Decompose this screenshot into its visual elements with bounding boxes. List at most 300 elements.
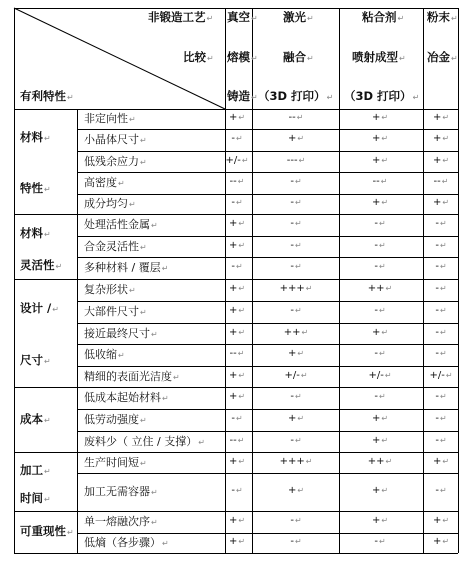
rating-cell: [229, 306, 245, 316]
rating-cell: [435, 241, 446, 251]
return-mark: ↵: [294, 537, 302, 546]
rating-cell-text: -: [435, 413, 439, 424]
row-label: [84, 306, 147, 317]
return-mark: ↵: [294, 306, 302, 315]
return-mark: ↵: [378, 219, 386, 228]
rating-cell-text: --: [229, 348, 237, 359]
rating-cell: [372, 328, 388, 338]
group-label: [20, 180, 51, 195]
return-mark: ↵: [151, 518, 158, 527]
return-mark: ↵: [238, 306, 246, 315]
rating-cell: [372, 486, 388, 496]
group-label-text: 设计 /: [20, 300, 52, 315]
rating-cell-text: -: [374, 261, 378, 272]
return-mark: ↵: [439, 327, 447, 337]
column-header-4-line2-text: 冶金: [427, 50, 450, 64]
rating-cell-text: -: [290, 176, 294, 187]
rating-cell: [229, 457, 245, 467]
rating-cell: [288, 134, 304, 144]
rating-cell-text: -: [435, 434, 439, 446]
column-header-1-line1-text: 真空: [227, 10, 250, 24]
return-mark: ↵: [381, 113, 389, 122]
group-label-text: 时间: [20, 491, 43, 506]
return-mark: ↵: [140, 308, 147, 317]
return-mark: ↵: [385, 456, 393, 466]
rating-cell: [368, 284, 392, 294]
rating-cell: [290, 262, 301, 272]
rating-cell: [290, 177, 301, 187]
return-mark: ↵: [439, 414, 447, 423]
rating-cell: [372, 156, 388, 166]
header-property-label-text: 有利特性: [20, 89, 66, 103]
group-label: [20, 132, 51, 144]
return-mark: ↵: [52, 304, 59, 314]
row-label-text: 高密度: [84, 176, 117, 189]
return-mark: ↵: [129, 286, 136, 295]
rating-cell-text: -: [231, 197, 235, 208]
rating-cell: [433, 537, 449, 547]
rating-cell: [435, 284, 446, 294]
row-label: [84, 516, 158, 527]
return-mark: ↵: [294, 240, 302, 250]
rating-cell-text: -: [374, 239, 378, 251]
rating-cell: [435, 349, 446, 359]
rating-cell-text: -: [435, 305, 439, 316]
return-mark: ↵: [378, 392, 386, 401]
return-mark: ↵: [235, 198, 243, 207]
column-header-2-line1: [283, 12, 314, 24]
rating-cell-text: +/-: [225, 154, 241, 166]
row-label: [84, 486, 158, 497]
rating-cell: [374, 392, 385, 402]
return-mark: ↵: [173, 372, 180, 382]
return-mark: ↵: [241, 155, 249, 165]
return-mark: ↵: [237, 177, 245, 186]
return-mark: ↵: [238, 537, 246, 546]
row-label: [84, 113, 136, 124]
return-mark: ↵: [378, 306, 386, 315]
rating-cell-text: ---: [286, 154, 298, 166]
rating-cell-text: --: [229, 434, 237, 446]
group-label-text: 灵活性: [20, 257, 55, 272]
column-header-2-line3-text: （3D 打印）: [258, 89, 326, 103]
rating-cell-text: -: [435, 261, 439, 272]
return-mark: ↵: [238, 392, 246, 401]
row-label: [84, 414, 147, 425]
column-header-2-line3: [258, 91, 333, 103]
rating-cell-text: -: [374, 348, 378, 359]
return-mark: ↵: [44, 356, 51, 366]
rating-cell-text: -: [290, 305, 294, 316]
return-mark: ↵: [297, 414, 305, 423]
group-label-text: 可重现性: [20, 524, 66, 538]
column-header-1-line3: [227, 91, 258, 103]
return-mark: ↵: [442, 134, 450, 143]
rating-cell: [433, 134, 449, 144]
column-header-3-line1: [362, 12, 404, 24]
rating-cell-text: +: [432, 536, 442, 547]
return-mark: ↵: [140, 242, 147, 252]
rating-cell-text: -: [374, 536, 378, 547]
rating-cell: [435, 328, 446, 338]
return-mark: ↵: [442, 516, 450, 525]
rating-cell: [229, 219, 245, 229]
return-mark: ↵: [238, 327, 246, 337]
return-mark: ↵: [118, 351, 125, 360]
group-label: [20, 411, 51, 426]
return-mark: ↵: [439, 240, 447, 250]
rating-cell-text: +: [228, 112, 238, 123]
return-mark: ↵: [294, 177, 302, 186]
rating-cell-text: +: [228, 218, 238, 229]
rating-cell: [435, 436, 446, 446]
return-mark: ↵: [294, 262, 302, 271]
rating-cell-text: --: [229, 176, 237, 187]
rating-cell-text: +: [228, 326, 238, 338]
row-label-text: 复杂形状: [84, 283, 128, 296]
row-label-text: 处理活性金属: [84, 218, 150, 231]
rating-cell: [290, 436, 301, 446]
return-mark: ↵: [207, 54, 214, 63]
rating-cell: [229, 328, 245, 338]
return-mark: ↵: [206, 14, 214, 23]
rating-cell: [374, 537, 385, 547]
rating-cell: [229, 537, 245, 547]
rating-cell: [374, 349, 385, 359]
return-mark: ↵: [198, 437, 205, 447]
row-label-text: 低熵（各步骤）: [84, 536, 161, 549]
return-mark: ↵: [381, 486, 389, 495]
rating-cell-text: -: [290, 218, 294, 229]
rating-cell-text: -: [290, 261, 294, 272]
rating-cell: [229, 284, 245, 294]
return-mark: ↵: [237, 349, 245, 358]
rating-cell-text: +: [371, 197, 381, 208]
rating-cell: [374, 306, 385, 316]
return-mark: ↵: [238, 284, 246, 293]
return-mark: ↵: [235, 134, 243, 143]
row-label: [84, 219, 158, 230]
row-label-text: 加工无需容器: [84, 485, 150, 498]
rating-cell: [231, 134, 242, 144]
rating-cell-text: +++: [279, 283, 305, 294]
row-label: [84, 198, 136, 209]
rating-cell-text: +/-: [429, 369, 445, 381]
rating-cell: [372, 134, 388, 144]
rating-cell-text: -: [374, 305, 378, 316]
return-mark: ↵: [441, 177, 449, 186]
group-label-text: 尺寸: [20, 352, 43, 367]
return-mark: ↵: [381, 134, 389, 143]
rating-cell: [229, 371, 245, 381]
rating-cell-text: -: [435, 283, 439, 294]
rating-cell-text: +: [228, 305, 238, 316]
return-mark: ↵: [442, 113, 450, 122]
column-header-3-line2: [352, 52, 406, 64]
return-mark: ↵: [44, 495, 51, 505]
rating-cell: [429, 371, 452, 381]
column-header-1-line2-text: 熔模: [227, 50, 250, 64]
column-header-3-line1-text: 粘合剂: [362, 10, 397, 24]
row-label: [84, 436, 205, 447]
return-mark: ↵: [294, 435, 302, 445]
rating-cell-text: -: [290, 391, 294, 402]
return-mark: ↵: [326, 93, 334, 102]
column-header-4-line1-text: 粉末: [427, 10, 450, 24]
rating-cell-text: +: [432, 455, 442, 467]
column-header-4-line1: [427, 12, 458, 24]
rating-cell-text: -: [435, 348, 439, 359]
return-mark: ↵: [55, 261, 63, 271]
rating-cell: [229, 241, 245, 251]
return-mark: ↵: [235, 414, 243, 423]
column-header-3-line3: [344, 91, 419, 103]
return-mark: ↵: [129, 115, 136, 124]
rating-cell-text: ++: [283, 326, 301, 338]
column-header-3-line3-text: （3D 打印）: [344, 89, 412, 103]
return-mark: ↵: [251, 14, 258, 23]
return-mark: ↵: [384, 370, 392, 380]
row-label: [84, 241, 147, 252]
return-mark: ↵: [305, 284, 313, 293]
row-label: [84, 537, 169, 548]
rating-cell: [290, 198, 301, 208]
return-mark: ↵: [378, 349, 386, 358]
row-label: [84, 349, 125, 360]
return-mark: ↵: [300, 370, 308, 380]
rating-cell: [433, 113, 449, 123]
return-mark: ↵: [151, 221, 158, 230]
return-mark: ↵: [161, 264, 169, 273]
rating-cell: [290, 537, 301, 547]
group-label-text: 加工: [20, 462, 43, 477]
return-mark: ↵: [238, 240, 246, 250]
rating-cell: [373, 177, 388, 187]
rating-cell: [230, 349, 245, 359]
header-property-label: [20, 91, 74, 103]
return-mark: ↵: [237, 435, 245, 445]
row-label-text: 多种材料 / 覆层: [84, 261, 161, 274]
return-mark: ↵: [140, 136, 147, 145]
group-label-text: 材料: [20, 130, 43, 145]
return-mark: ↵: [235, 486, 243, 495]
rating-cell-text: -: [374, 218, 378, 229]
rating-cell-text: +: [371, 133, 381, 144]
return-mark: ↵: [307, 14, 314, 23]
rating-cell: [374, 219, 385, 229]
rating-cell: [230, 177, 245, 187]
row-label: [84, 371, 180, 382]
return-mark: ↵: [397, 14, 405, 23]
rating-cell: [433, 457, 449, 467]
rating-cell: [289, 113, 304, 123]
return-mark: ↵: [238, 219, 246, 228]
row-label: [84, 457, 147, 468]
return-mark: ↵: [439, 349, 447, 358]
return-mark: ↵: [294, 198, 302, 207]
rating-cell: [372, 113, 388, 123]
return-mark: ↵: [294, 516, 302, 525]
return-mark: ↵: [381, 516, 389, 525]
return-mark: ↵: [140, 157, 147, 167]
return-mark: ↵: [238, 370, 246, 380]
return-mark: ↵: [44, 134, 51, 144]
return-mark: ↵: [381, 155, 389, 165]
return-mark: ↵: [118, 179, 125, 188]
return-mark: ↵: [301, 327, 309, 337]
rating-cell: [435, 392, 446, 402]
rating-cell-text: +: [371, 112, 381, 123]
column-header-4-line2: [427, 52, 458, 64]
rating-cell: [372, 516, 388, 526]
rating-cell-text: +: [228, 369, 238, 381]
return-mark: ↵: [294, 219, 302, 228]
group-label: [20, 257, 63, 272]
rating-cell: [287, 156, 306, 166]
rating-cell: [290, 306, 301, 316]
return-mark: ↵: [412, 93, 420, 102]
group-label: [20, 352, 51, 367]
rating-cell-text: ++: [367, 283, 385, 294]
rating-cell: [290, 392, 301, 402]
rating-cell: [288, 349, 304, 359]
rating-cell: [372, 198, 388, 208]
rating-cell: [229, 113, 245, 123]
return-mark: ↵: [378, 537, 386, 546]
rating-cell-text: +: [371, 485, 381, 496]
rating-cell-text: -: [435, 485, 439, 496]
return-mark: ↵: [151, 329, 158, 339]
return-mark: ↵: [305, 456, 313, 466]
rating-cell: [434, 177, 449, 187]
row-label-text: 低残余应力: [84, 154, 139, 168]
return-mark: ↵: [439, 306, 447, 315]
rating-cell-text: +: [287, 133, 297, 144]
rating-cell: [372, 436, 388, 446]
rating-cell-text: +: [432, 112, 442, 123]
return-mark: ↵: [399, 54, 406, 63]
return-mark: ↵: [296, 113, 304, 122]
rating-cell-text: +: [371, 515, 381, 526]
rating-cell-text: +: [228, 455, 238, 467]
row-label-text: 成分均匀: [84, 197, 128, 210]
group-label: [20, 228, 51, 240]
rating-cell-text: +/-: [368, 369, 384, 381]
return-mark: ↵: [439, 392, 447, 401]
return-mark: ↵: [442, 456, 450, 466]
rating-cell-text: +: [371, 154, 381, 166]
rating-cell-text: +: [228, 536, 238, 547]
rating-cell-text: -: [374, 391, 378, 402]
rating-cell-text: +: [432, 197, 442, 208]
rating-cell-text: +: [371, 434, 381, 446]
header-process-label: [148, 12, 213, 24]
group-label: [20, 462, 51, 477]
rating-cell: [280, 457, 313, 467]
rating-cell: [435, 219, 446, 229]
rating-cell-text: --: [372, 176, 380, 187]
return-mark: ↵: [451, 14, 458, 23]
column-header-3-line2-text: 喷射成型: [352, 50, 398, 64]
rating-cell-text: +: [287, 413, 297, 424]
rating-cell: [433, 156, 449, 166]
group-label: [20, 300, 59, 315]
rating-cell-text: -: [231, 261, 235, 272]
return-mark: ↵: [445, 370, 453, 380]
rating-cell-text: +: [228, 239, 238, 251]
rating-cell-text: +: [432, 515, 442, 526]
return-mark: ↵: [44, 230, 51, 240]
rating-cell-text: +: [228, 283, 238, 294]
return-mark: ↵: [67, 93, 74, 102]
row-label-text: 非定向性: [84, 112, 128, 125]
column-header-1-line3-text: 铸造: [227, 89, 250, 103]
rating-cell-text: +: [287, 485, 297, 496]
rating-cell: [290, 219, 301, 229]
row-label-text: 合金灵活性: [84, 239, 139, 253]
column-header-1-line2: [227, 52, 258, 64]
rating-cell: [225, 156, 248, 166]
return-mark: ↵: [140, 458, 147, 468]
row-label-text: 低成本起始材料: [84, 391, 161, 404]
rating-cell-text: -: [290, 434, 294, 446]
return-mark: ↵: [251, 93, 258, 102]
rating-cell-text: -: [290, 239, 294, 251]
rating-cell: [280, 284, 313, 294]
row-label: [84, 284, 136, 295]
rating-cell-text: -: [231, 485, 235, 496]
return-mark: ↵: [381, 327, 389, 337]
row-label-text: 低收缩: [84, 348, 117, 361]
rating-cell-text: --: [288, 112, 296, 123]
rating-cell-text: +++: [279, 455, 305, 467]
return-mark: ↵: [442, 155, 450, 165]
rating-cell-text: +: [287, 348, 297, 359]
rating-cell: [230, 436, 245, 446]
rating-cell: [290, 241, 301, 251]
rating-cell: [372, 414, 388, 424]
column-header-1-line1: [227, 12, 258, 24]
return-mark: ↵: [439, 435, 447, 445]
rating-cell-text: -: [435, 391, 439, 402]
rating-cell-text: -: [231, 413, 235, 424]
return-mark: ↵: [297, 349, 305, 358]
rating-cell: [231, 262, 242, 272]
return-mark: ↵: [439, 284, 447, 293]
return-mark: ↵: [451, 54, 458, 63]
return-mark: ↵: [307, 54, 314, 63]
rating-cell-text: -: [290, 515, 294, 526]
rating-cell: [435, 306, 446, 316]
rating-cell-text: +: [371, 413, 381, 424]
return-mark: ↵: [162, 394, 169, 403]
return-mark: ↵: [238, 516, 246, 525]
column-header-2-line1-text: 激光: [283, 10, 306, 24]
return-mark: ↵: [298, 155, 306, 165]
rating-cell: [288, 486, 304, 496]
return-mark: ↵: [294, 392, 302, 401]
rating-cell: [435, 414, 446, 424]
return-mark: ↵: [378, 240, 386, 250]
rating-cell: [231, 486, 242, 496]
rating-cell-text: +: [432, 154, 442, 166]
rating-cell-text: +: [228, 515, 238, 526]
row-label-text: 精细的表面光洁度: [84, 369, 172, 383]
return-mark: ↵: [151, 488, 158, 497]
return-mark: ↵: [442, 198, 450, 207]
rating-cell: [374, 241, 385, 251]
return-mark: ↵: [381, 414, 389, 423]
